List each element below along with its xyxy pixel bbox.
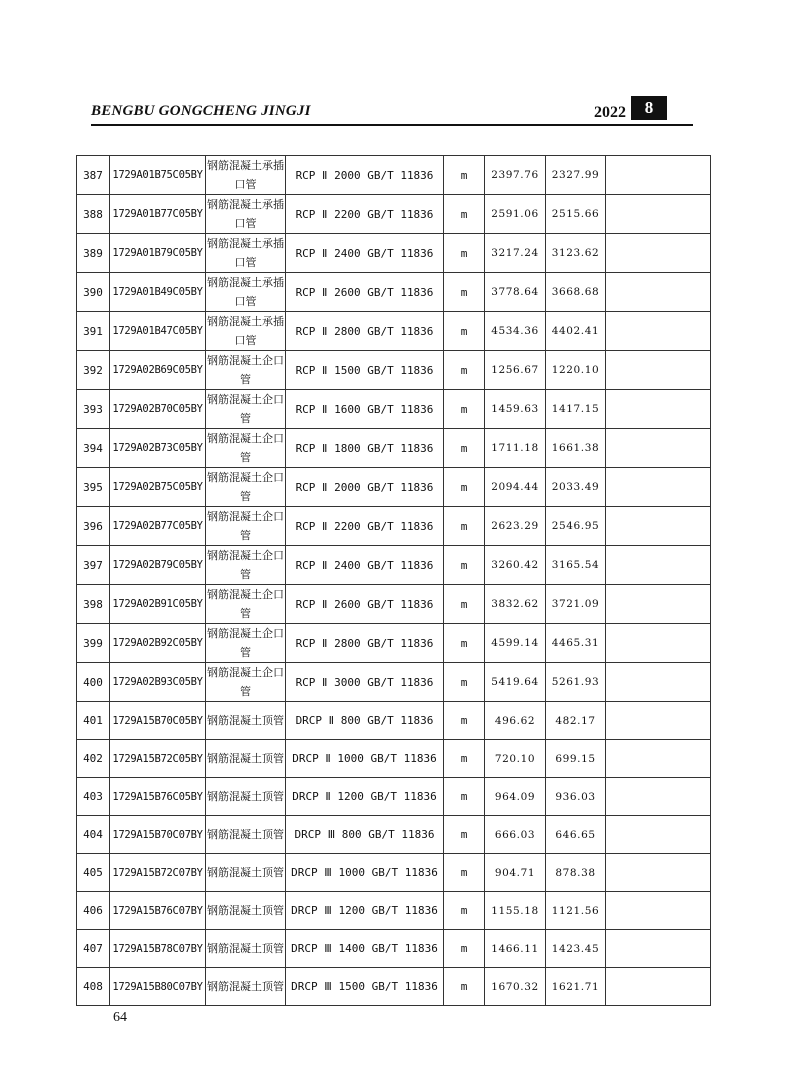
unit: m [444, 585, 485, 624]
material-code: 1729A01B49C05BY [110, 273, 206, 312]
price-tax-included: 1256.67 [485, 351, 546, 390]
material-spec: DRCP Ⅱ 800 GB/T 11836 [286, 702, 444, 740]
note-cell [606, 234, 711, 273]
material-code: 1729A02B92C05BY [110, 624, 206, 663]
price-tax-included: 1670.32 [485, 968, 546, 1006]
unit: m [444, 854, 485, 892]
unit: m [444, 429, 485, 468]
material-name: 钢筋混凝土承插口管 [206, 156, 286, 195]
price-tax-excluded: 3165.54 [546, 546, 606, 585]
row-number: 401 [77, 702, 110, 740]
price-table [76, 155, 711, 1006]
unit: m [444, 740, 485, 778]
row-number: 406 [77, 892, 110, 930]
price-tax-included: 720.10 [485, 740, 546, 778]
row-number: 387 [77, 156, 110, 195]
material-spec: DRCP Ⅲ 1200 GB/T 11836 [286, 892, 444, 930]
note-cell [606, 930, 711, 968]
note-cell [606, 892, 711, 930]
material-spec: RCP Ⅱ 1800 GB/T 11836 [286, 429, 444, 468]
material-spec: RCP Ⅱ 2800 GB/T 11836 [286, 312, 444, 351]
material-name: 钢筋混凝土顶管 [206, 892, 286, 930]
material-name: 钢筋混凝土企口管 [206, 390, 286, 429]
price-tax-included: 666.03 [485, 816, 546, 854]
price-tax-included: 4599.14 [485, 624, 546, 663]
note-cell [606, 702, 711, 740]
table-row [77, 702, 711, 740]
price-tax-excluded: 699.15 [546, 740, 606, 778]
material-name: 钢筋混凝土顶管 [206, 968, 286, 1006]
material-code: 1729A02B75C05BY [110, 468, 206, 507]
material-spec: RCP Ⅱ 3000 GB/T 11836 [286, 663, 444, 702]
row-number: 408 [77, 968, 110, 1006]
material-spec: RCP Ⅱ 2200 GB/T 11836 [286, 507, 444, 546]
material-code: 1729A02B79C05BY [110, 546, 206, 585]
material-name: 钢筋混凝土企口管 [206, 507, 286, 546]
material-spec: DRCP Ⅲ 1500 GB/T 11836 [286, 968, 444, 1006]
table-row [77, 854, 711, 892]
price-tax-excluded: 2515.66 [546, 195, 606, 234]
material-name: 钢筋混凝土企口管 [206, 546, 286, 585]
table-row [77, 585, 711, 624]
row-number: 388 [77, 195, 110, 234]
price-tax-excluded: 1661.38 [546, 429, 606, 468]
journal-title: BENGBU GONGCHENG JINGJI [91, 103, 311, 119]
material-spec: RCP Ⅱ 2000 GB/T 11836 [286, 468, 444, 507]
row-number: 392 [77, 351, 110, 390]
table-row [77, 968, 711, 1006]
unit: m [444, 546, 485, 585]
note-cell [606, 778, 711, 816]
row-number: 403 [77, 778, 110, 816]
table-row [77, 663, 711, 702]
price-tax-excluded: 1121.56 [546, 892, 606, 930]
price-tax-included: 3217.24 [485, 234, 546, 273]
note-cell [606, 351, 711, 390]
price-tax-included: 2094.44 [485, 468, 546, 507]
unit: m [444, 507, 485, 546]
unit: m [444, 930, 485, 968]
material-code: 1729A01B77C05BY [110, 195, 206, 234]
row-number: 402 [77, 740, 110, 778]
material-name: 钢筋混凝土顶管 [206, 816, 286, 854]
price-tax-excluded: 878.38 [546, 854, 606, 892]
note-cell [606, 816, 711, 854]
unit: m [444, 968, 485, 1006]
note-cell [606, 968, 711, 1006]
table-row [77, 234, 711, 273]
material-spec: DRCP Ⅱ 1000 GB/T 11836 [286, 740, 444, 778]
table-row [77, 546, 711, 585]
price-tax-excluded: 1220.10 [546, 351, 606, 390]
price-tax-excluded: 936.03 [546, 778, 606, 816]
material-name: 钢筋混凝土承插口管 [206, 195, 286, 234]
table-row [77, 156, 711, 195]
material-code: 1729A15B70C07BY [110, 816, 206, 854]
price-tax-included: 904.71 [485, 854, 546, 892]
material-spec: RCP Ⅱ 2000 GB/T 11836 [286, 156, 444, 195]
material-name: 钢筋混凝土企口管 [206, 624, 286, 663]
price-tax-excluded: 1621.71 [546, 968, 606, 1006]
material-spec: RCP Ⅱ 1600 GB/T 11836 [286, 390, 444, 429]
table-row [77, 312, 711, 351]
material-code: 1729A01B79C05BY [110, 234, 206, 273]
note-cell [606, 585, 711, 624]
material-name: 钢筋混凝土顶管 [206, 778, 286, 816]
material-spec: RCP Ⅱ 2200 GB/T 11836 [286, 195, 444, 234]
material-code: 1729A02B73C05BY [110, 429, 206, 468]
unit: m [444, 778, 485, 816]
row-number: 396 [77, 507, 110, 546]
header-year: 2022 [594, 104, 626, 121]
row-number: 393 [77, 390, 110, 429]
price-tax-excluded: 646.65 [546, 816, 606, 854]
price-tax-included: 3832.62 [485, 585, 546, 624]
material-name: 钢筋混凝土企口管 [206, 429, 286, 468]
row-number: 390 [77, 273, 110, 312]
material-code: 1729A02B91C05BY [110, 585, 206, 624]
table-row [77, 195, 711, 234]
row-number: 389 [77, 234, 110, 273]
material-code: 1729A15B70C05BY [110, 702, 206, 740]
row-number: 391 [77, 312, 110, 351]
price-tax-excluded: 2033.49 [546, 468, 606, 507]
note-cell [606, 156, 711, 195]
note-cell [606, 854, 711, 892]
material-name: 钢筋混凝土承插口管 [206, 234, 286, 273]
price-tax-included: 3778.64 [485, 273, 546, 312]
price-tax-included: 2623.29 [485, 507, 546, 546]
unit: m [444, 816, 485, 854]
table-row [77, 468, 711, 507]
material-name: 钢筋混凝土顶管 [206, 854, 286, 892]
unit: m [444, 468, 485, 507]
note-cell [606, 546, 711, 585]
table-row [77, 507, 711, 546]
row-number: 398 [77, 585, 110, 624]
material-spec: RCP Ⅱ 1500 GB/T 11836 [286, 351, 444, 390]
material-code: 1729A01B47C05BY [110, 312, 206, 351]
note-cell [606, 429, 711, 468]
material-code: 1729A15B78C07BY [110, 930, 206, 968]
material-spec: DRCP Ⅲ 800 GB/T 11836 [286, 816, 444, 854]
material-spec: RCP Ⅱ 2400 GB/T 11836 [286, 546, 444, 585]
price-table-body [77, 156, 711, 1006]
row-number: 394 [77, 429, 110, 468]
unit: m [444, 312, 485, 351]
price-tax-included: 5419.64 [485, 663, 546, 702]
price-tax-excluded: 3668.68 [546, 273, 606, 312]
material-code: 1729A15B76C07BY [110, 892, 206, 930]
table-row [77, 351, 711, 390]
material-code: 1729A15B72C05BY [110, 740, 206, 778]
price-tax-included: 4534.36 [485, 312, 546, 351]
material-spec: RCP Ⅱ 2600 GB/T 11836 [286, 273, 444, 312]
note-cell [606, 740, 711, 778]
row-number: 405 [77, 854, 110, 892]
price-tax-excluded: 1423.45 [546, 930, 606, 968]
material-spec: DRCP Ⅲ 1400 GB/T 11836 [286, 930, 444, 968]
header-divider [91, 124, 693, 126]
unit: m [444, 351, 485, 390]
note-cell [606, 507, 711, 546]
material-spec: RCP Ⅱ 2600 GB/T 11836 [286, 585, 444, 624]
note-cell [606, 273, 711, 312]
row-number: 395 [77, 468, 110, 507]
price-tax-included: 1459.63 [485, 390, 546, 429]
row-number: 400 [77, 663, 110, 702]
material-name: 钢筋混凝土承插口管 [206, 273, 286, 312]
table-row [77, 429, 711, 468]
price-tax-included: 3260.42 [485, 546, 546, 585]
material-code: 1729A02B77C05BY [110, 507, 206, 546]
unit: m [444, 234, 485, 273]
material-code: 1729A01B75C05BY [110, 156, 206, 195]
material-spec: DRCP Ⅲ 1000 GB/T 11836 [286, 854, 444, 892]
material-spec: RCP Ⅱ 2400 GB/T 11836 [286, 234, 444, 273]
material-code: 1729A02B70C05BY [110, 390, 206, 429]
price-tax-included: 2591.06 [485, 195, 546, 234]
price-tax-excluded: 3123.62 [546, 234, 606, 273]
price-tax-excluded: 5261.93 [546, 663, 606, 702]
price-tax-included: 2397.76 [485, 156, 546, 195]
table-row [77, 816, 711, 854]
material-name: 钢筋混凝土顶管 [206, 702, 286, 740]
row-number: 399 [77, 624, 110, 663]
unit: m [444, 624, 485, 663]
table-row [77, 624, 711, 663]
row-number: 397 [77, 546, 110, 585]
price-tax-included: 1711.18 [485, 429, 546, 468]
material-name: 钢筋混凝土企口管 [206, 351, 286, 390]
material-code: 1729A02B69C05BY [110, 351, 206, 390]
table-row [77, 740, 711, 778]
issue-badge: 8 [631, 96, 667, 120]
price-tax-excluded: 482.17 [546, 702, 606, 740]
material-name: 钢筋混凝土顶管 [206, 930, 286, 968]
price-tax-included: 964.09 [485, 778, 546, 816]
row-number: 407 [77, 930, 110, 968]
material-code: 1729A15B72C07BY [110, 854, 206, 892]
note-cell [606, 624, 711, 663]
price-tax-included: 1155.18 [485, 892, 546, 930]
note-cell [606, 390, 711, 429]
price-tax-excluded: 1417.15 [546, 390, 606, 429]
material-name: 钢筋混凝土顶管 [206, 740, 286, 778]
table-row [77, 273, 711, 312]
price-tax-excluded: 4402.41 [546, 312, 606, 351]
material-spec: DRCP Ⅱ 1200 GB/T 11836 [286, 778, 444, 816]
material-spec: RCP Ⅱ 2800 GB/T 11836 [286, 624, 444, 663]
material-name: 钢筋混凝土企口管 [206, 468, 286, 507]
note-cell [606, 195, 711, 234]
table-row [77, 892, 711, 930]
note-cell [606, 312, 711, 351]
price-tax-included: 496.62 [485, 702, 546, 740]
unit: m [444, 702, 485, 740]
price-tax-excluded: 4465.31 [546, 624, 606, 663]
unit: m [444, 663, 485, 702]
unit: m [444, 156, 485, 195]
unit: m [444, 390, 485, 429]
unit: m [444, 892, 485, 930]
material-code: 1729A15B80C07BY [110, 968, 206, 1006]
price-tax-excluded: 3721.09 [546, 585, 606, 624]
material-name: 钢筋混凝土企口管 [206, 585, 286, 624]
material-code: 1729A02B93C05BY [110, 663, 206, 702]
price-tax-excluded: 2327.99 [546, 156, 606, 195]
unit: m [444, 195, 485, 234]
page-number: 64 [113, 1010, 127, 1025]
table-row [77, 930, 711, 968]
row-number: 404 [77, 816, 110, 854]
table-row [77, 778, 711, 816]
note-cell [606, 468, 711, 507]
price-tax-included: 1466.11 [485, 930, 546, 968]
material-code: 1729A15B76C05BY [110, 778, 206, 816]
table-row [77, 390, 711, 429]
material-name: 钢筋混凝土企口管 [206, 663, 286, 702]
note-cell [606, 663, 711, 702]
unit: m [444, 273, 485, 312]
price-tax-excluded: 2546.95 [546, 507, 606, 546]
material-name: 钢筋混凝土承插口管 [206, 312, 286, 351]
